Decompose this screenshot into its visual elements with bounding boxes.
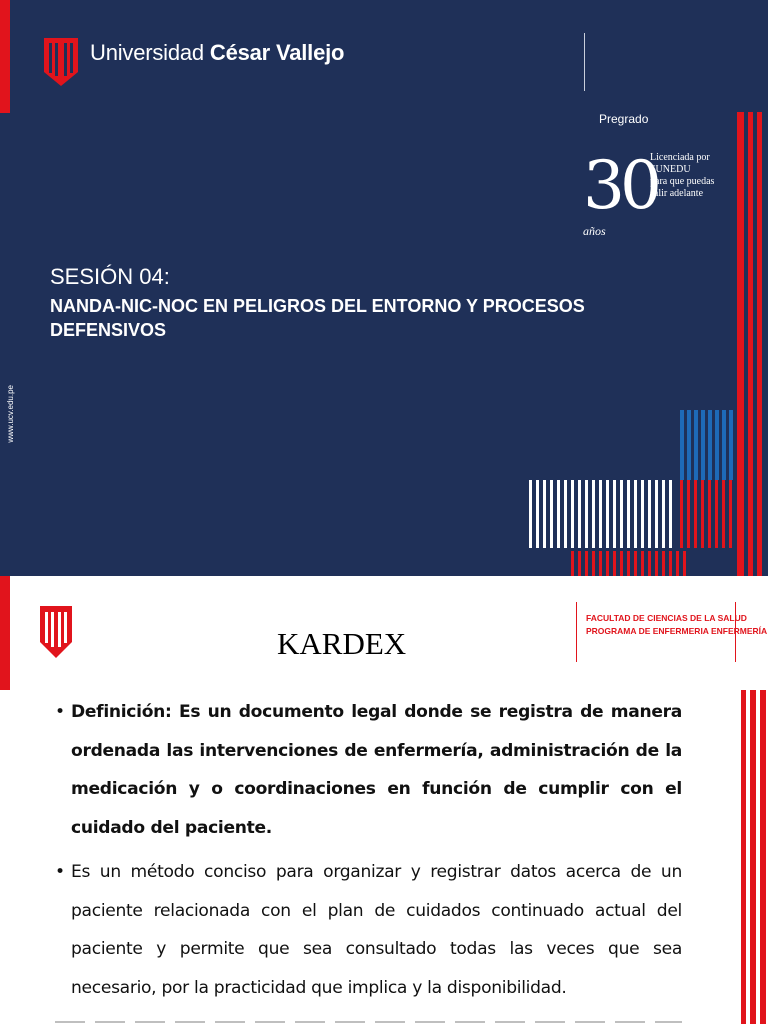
ucv-shield-logo-icon (44, 38, 78, 86)
slide-title: KARDEX (277, 626, 407, 661)
session-subtitle: NANDA-NIC-NOC EN PELIGROS DEL ENTORNO Y PROCESOS DEFENSIVOS (50, 296, 585, 340)
session-title: SESIÓN 04: (50, 264, 170, 289)
left-accent-bar (0, 576, 10, 690)
anniversary-anos: años (583, 224, 606, 238)
brand-name: César Vallejo (209, 40, 345, 65)
kardex-slide (0, 576, 768, 1024)
anniversary-number: 30 (583, 147, 657, 224)
ucv-shield-logo-icon (40, 606, 72, 658)
website-url-text: www.ucv.edu.pe (6, 385, 15, 443)
right-red-stripes (741, 690, 768, 1024)
university-name (90, 40, 344, 66)
licensed-line-3: para que puedas (650, 176, 715, 187)
white-red-stripes (529, 480, 737, 548)
faculty-box (576, 602, 768, 662)
licensed-line-1: Licenciada por (650, 152, 710, 163)
content-body (55, 693, 682, 1013)
bullet-text: Definición: Es un documento legal donde se registra de manera ordenada las intervenciones de enfermería, administración de la medicación y o coordinaciones en función de cumplir con el cuidado del paciente. (71, 702, 682, 838)
licensed-text (650, 152, 714, 200)
blue-stripes (680, 410, 737, 480)
faculty-line-1: FACULTAD DE CIENCIAS DE LA SALUD (586, 613, 747, 623)
pregrado-label: Pregrado (599, 112, 649, 126)
bullet-method (55, 853, 682, 1007)
website-url (6, 385, 20, 485)
right-red-stripes (737, 112, 768, 576)
cut-off-text-line (55, 1018, 682, 1024)
header-divider (584, 33, 585, 91)
bullet-icon: • (55, 862, 65, 882)
bullet-definition (55, 693, 682, 847)
bullet-icon: • (55, 702, 65, 722)
bottom-red-stripes (571, 551, 687, 576)
brand-prefix: Universidad (90, 40, 204, 65)
faculty-line-2: PROGRAMA DE ENFERMERIA ENFERMERÍA (586, 626, 768, 636)
left-accent-bar (0, 0, 10, 113)
bullet-text: Es un método conciso para organizar y registrar datos acerca de un paciente relacionada con el plan de cuidados continuado actual del paciente y permite que sea consultado todas las veces que sea necesario, por la practicidad que implica y la disponibilidad. (71, 862, 682, 998)
licensed-line-2: SUNEDU (650, 164, 691, 175)
licensed-line-4: salir adelante (650, 188, 704, 199)
